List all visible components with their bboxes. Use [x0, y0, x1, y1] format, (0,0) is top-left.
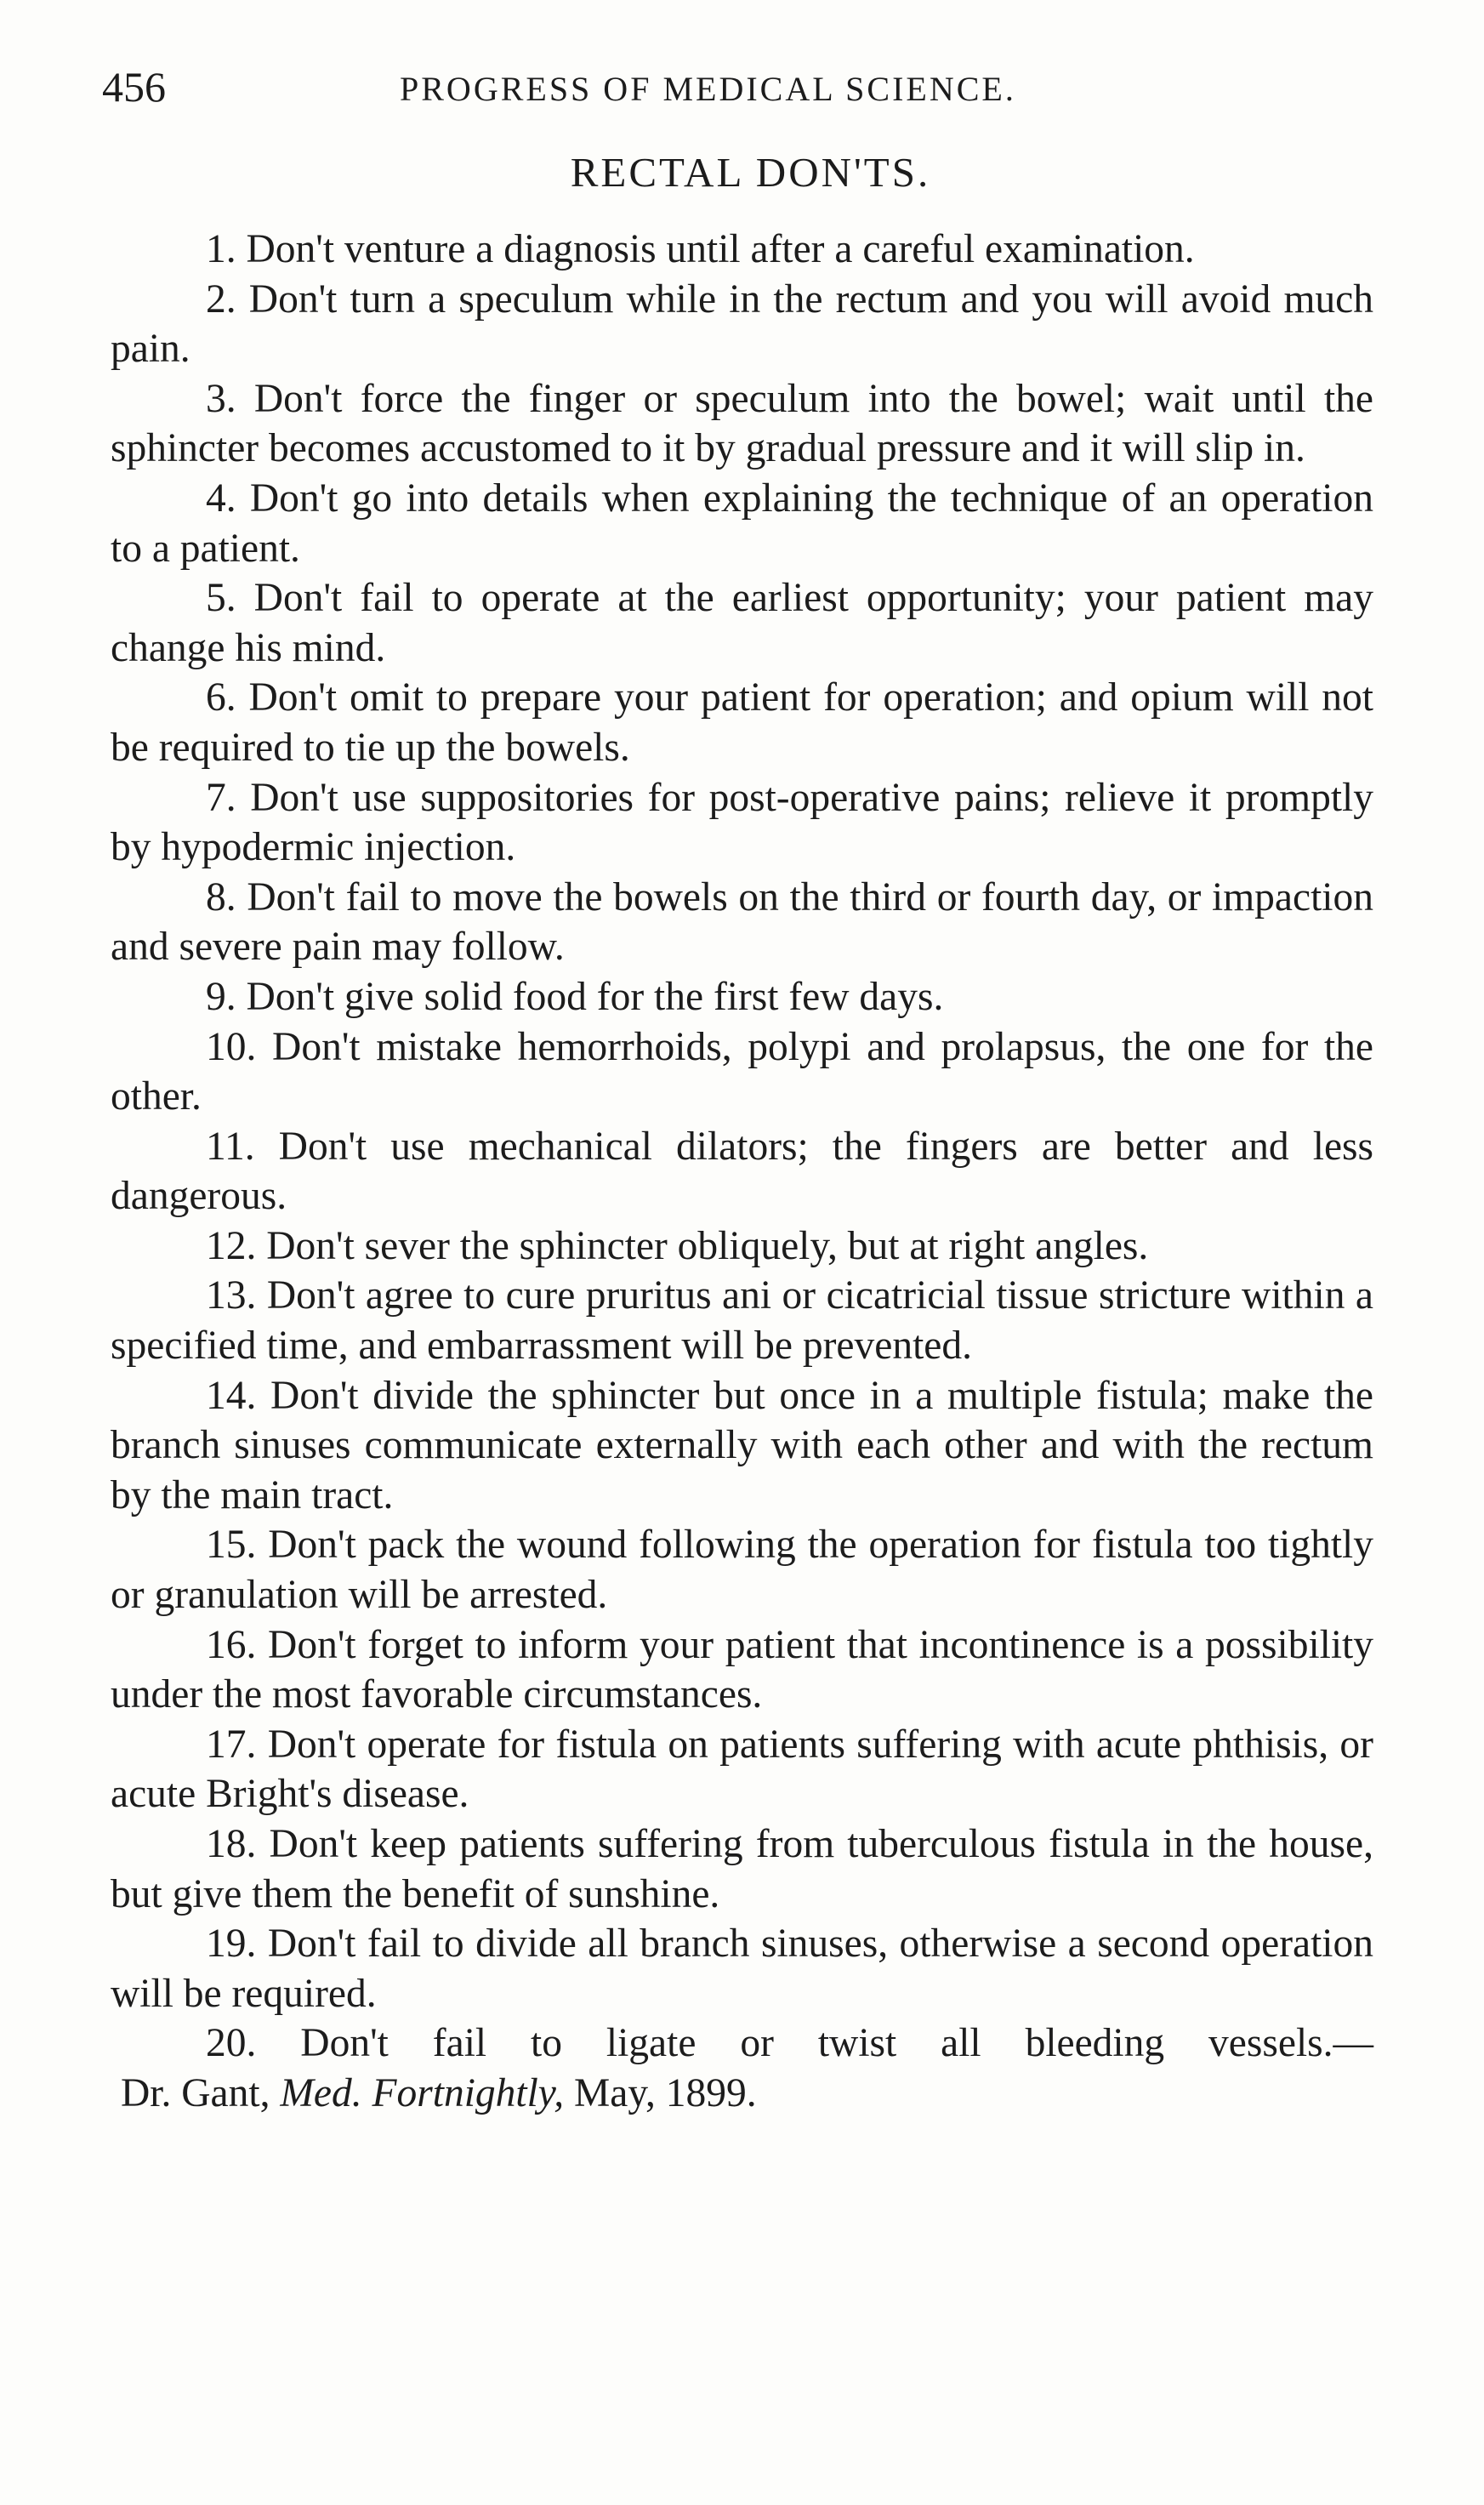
final-list-item — [111, 2018, 1373, 2069]
list-item: 2. Don't turn a speculum while in the rectum and you will avoid much pain. — [111, 276, 1373, 372]
list-item: 11. Don't use mechanical dilators; the fingers are better and less dangerous. — [111, 1124, 1373, 1219]
running-head — [102, 53, 1378, 121]
citation — [111, 2069, 1373, 2119]
article-body — [111, 225, 1373, 2119]
citation-date: May, 1899. — [574, 2070, 757, 2115]
list-item: 8. Don't fail to move the bowels on the third or fourth day, or impaction and severe pain may follow. — [111, 874, 1373, 970]
list-item: 6. Don't omit to prepare your patient for operation; and opium will not be required to tie up the bowels. — [111, 675, 1373, 770]
list-item: 16. Don't forget to inform your patient that incontinence is a possibility under the most favorable circumstances. — [111, 1622, 1373, 1717]
list-item: 7. Don't use suppositories for post-operative pains; relieve it promptly by hypodermic injection. — [111, 775, 1373, 870]
list-item: 19. Don't fail to divide all branch sinuses, otherwise a second operation will be required. — [111, 1921, 1373, 2016]
citation-author: Dr. Gant, — [121, 2070, 270, 2115]
list-item: 15. Don't pack the wound following the operation for fistula too tightly or granulation will be arrested. — [111, 1523, 1373, 1618]
article-title — [0, 143, 1484, 202]
list-item: 17. Don't operate for fistula on patients suffering with acute phthisis, or acute Bright's disease. — [111, 1722, 1373, 1817]
page-number: 456 — [102, 63, 166, 111]
list-item: 12. Don't sever the sphincter obliquely, but at right angles. — [206, 1223, 1149, 1268]
list-item: 5. Don't fail to operate at the earliest opportunity; your patient may change his mind. — [111, 576, 1373, 670]
list-item: 1. Don't venture a diagnosis until after a careful examination. — [206, 227, 1195, 271]
article-title-text: RECTAL DON'TS. — [570, 149, 931, 196]
running-title: PROGRESS OF MEDICAL SCIENCE. — [400, 70, 1016, 108]
list-item: 10. Don't mistake hemorrhoids, polypi and prolapsus, the one for the other. — [111, 1024, 1373, 1119]
list-item: 3. Don't force the finger or speculum into the bowel; wait until the sphincter becomes accustomed to it by gradual pressure and it will slip in. — [111, 376, 1373, 471]
list-item: 4. Don't go into details when explaining the technique of an operation to a patient. — [111, 475, 1373, 571]
final-item-text: 20. Don't fail to ligate or twist all bleeding vessels.— — [206, 2021, 1373, 2066]
list-item: 9. Don't give solid food for the first few days. — [206, 974, 944, 1019]
citation-journal: Med. Fortnightly, — [280, 2070, 565, 2115]
list-item: 14. Don't divide the sphincter but once in a multiple fistula; make the branch sinuses communicate externally with each other and with the rectum by the main tract. — [111, 1373, 1373, 1517]
list-item: 13. Don't agree to cure pruritus ani or cicatricial tissue stricture within a specified time, and embarrassment will be prevented. — [111, 1273, 1373, 1369]
list-item: 18. Don't keep patients suffering from tuberculous fistula in the house, but give them the benefit of sunshine. — [111, 1822, 1373, 1916]
